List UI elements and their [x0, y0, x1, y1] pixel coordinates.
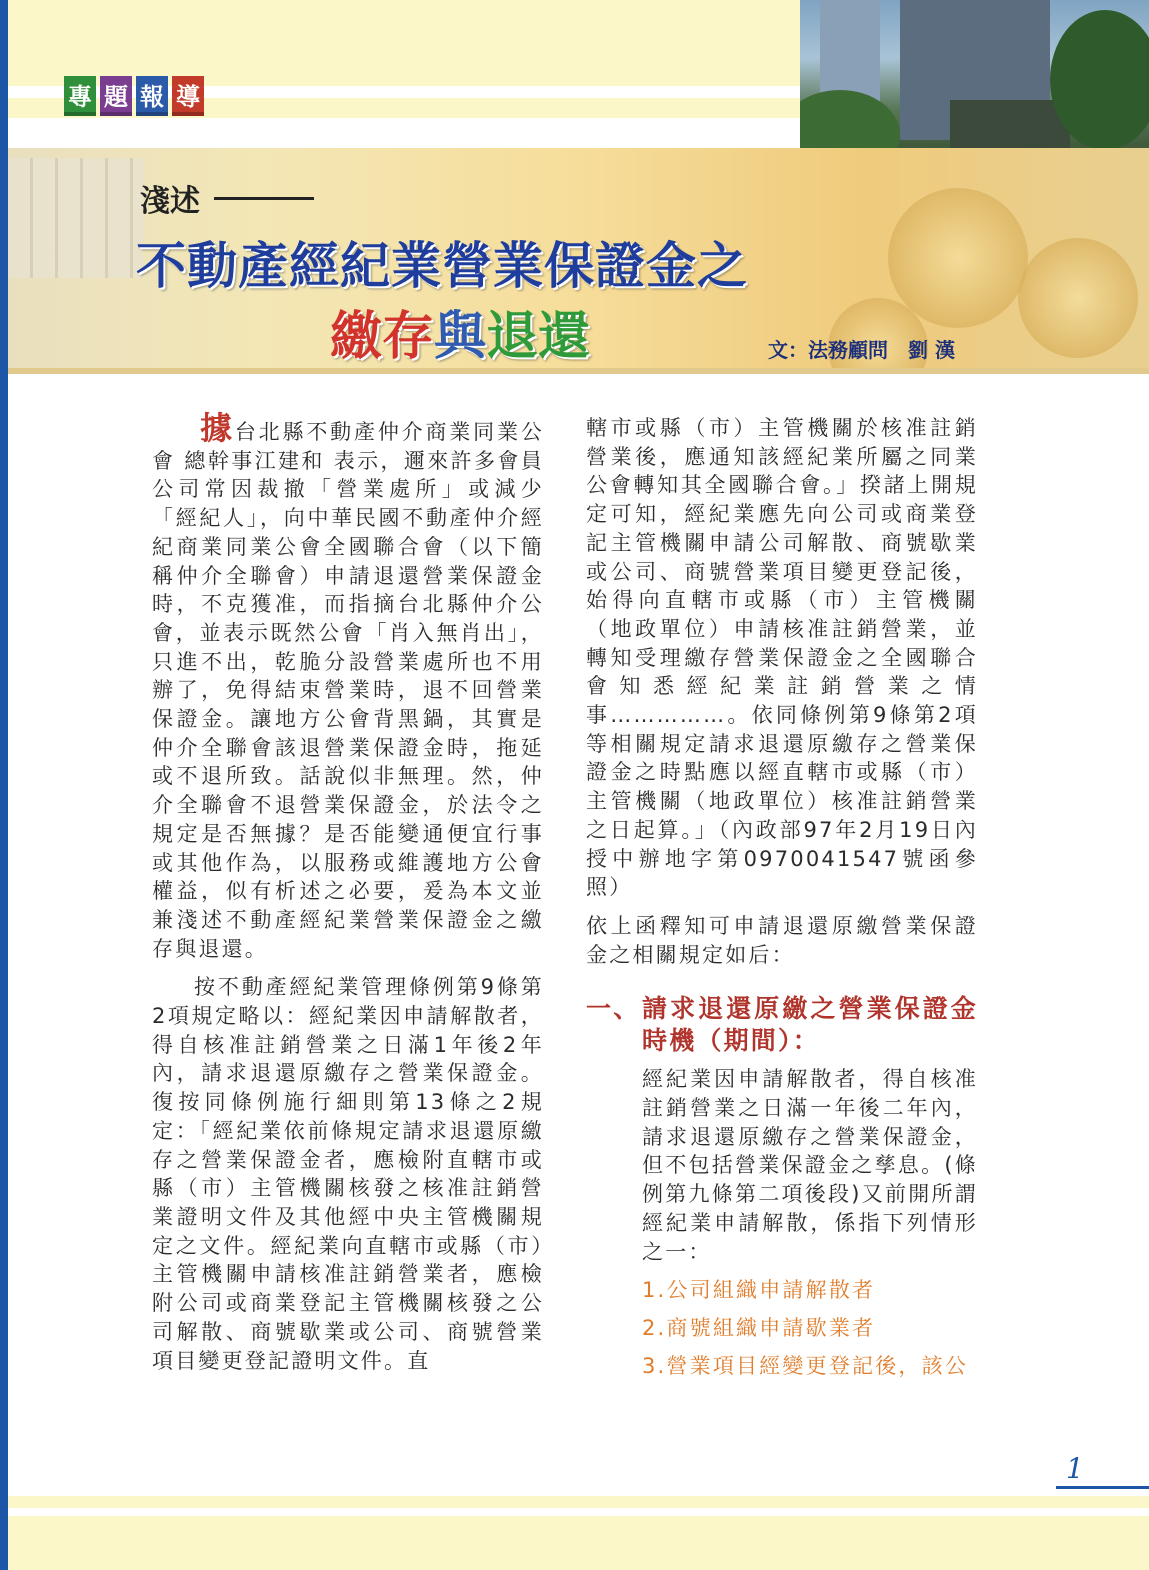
sub-title-part: 與 [434, 307, 487, 367]
section-title: 請求退還原繳之營業保證金時機（期間）： [642, 994, 978, 1056]
pre-title-text: 淺述 [140, 184, 200, 219]
main-title: 不動產經紀業營業保證金之 [136, 237, 748, 295]
paragraph: 轄市或縣（市）主管機關於核准註銷營業後，應通知該經紀業所屬之同業公會轉知其全國聯合會。」揆諸上開規定可知，經紀業應先向公司或商業登記主管機關申請公司解散、商號歇業或公司、商號營業項目變更登記後，始得向直轄市或縣（市）主管機關（地政單位）申請核准註銷營業，並轉知受理繳存營業保證金之全國聯合會知悉經紀業註銷營業之情事……………。依同條例第9條第2項等相關規定請求退還原繳存之營業保證金之時點應以經直轄市或縣（市）主管機關（地政單位）核准註銷營業之日起算。」（內政部97年2月19日內授中辦地字第0970041547號函參照） [586, 416, 978, 900]
title-dash [214, 197, 314, 200]
coin-image [888, 188, 1028, 328]
coin-image [1018, 238, 1138, 358]
category-tag: 導 [172, 76, 204, 116]
left-edge-bar [0, 0, 8, 1570]
header-stripe [8, 118, 808, 148]
pre-title [140, 176, 314, 220]
author-byline: 文：法務顧問 劉 漢 [768, 338, 955, 362]
section-heading [586, 993, 978, 1057]
sub-title [330, 294, 590, 369]
page-number-underline [1056, 1486, 1149, 1489]
footer-stripe [8, 1508, 1149, 1516]
category-tag: 報 [136, 76, 168, 116]
category-tag: 題 [100, 76, 132, 116]
list-item: 2.商號組織申請歇業者 [642, 1316, 876, 1341]
sub-title-part: 繳存 [330, 307, 435, 367]
category-tag: 專 [64, 76, 96, 116]
keyboard-image [8, 158, 143, 278]
paragraph: 按不動產經紀業管理條例第9條第2項規定略以：經紀業因申請解散者，得自核准註銷營業之日滿1年後2年內，請求退還原繳存之營業保證金。復按同條例施行細則第13條之2規定：「經紀業依前條規定請求退還原繳存之營業保證金者，應檢附直轄市或縣（市）主管機關核發之核准註銷營業證明文件及其他經中央主管機關規定之文件。經紀業向直轄市或縣（市）主管機關申請核准註銷營業者，應檢附公司或商業登記主管機關核發之公司解散、商號歇業或公司、商號營業項目變更登記證明文件。直 [152, 975, 545, 1373]
paragraph-text: 台北縣不動產仲介商業同業公會 總幹事江建和 表示，邇來許多會員公司常因裁撤「營業處所」或減少「經紀人」，向中華民國不動產仲介經紀商業同業公會全國聯合會（以下簡稱仲介全聯會）申請退還營業保證金時，不克獲准，而指摘台北縣仲介公會，並表示既然公會「肖入無肖出」，只進不出，乾脆分設營業處所也不用辦了，免得結束營業時，退不回營業保證金。讓地方公會背黑鍋，其實是仲介全聯會該退營業保證金時，拖延或不退所致。話說似非無理。然，仲介全聯會不退營業保證金，於法令之規定是否無據？是否能變通便宜行事或其他作為，以服務或維護地方公會權益，似有析述之必要，爰為本文並兼淺述不動產經紀業營業保證金之繳存與退還。 [152, 420, 545, 961]
paragraph [152, 409, 545, 963]
section-body [642, 1065, 978, 1380]
category-tags [64, 76, 204, 116]
sub-title-part: 退還 [486, 307, 591, 367]
paragraph: 依上函釋知可申請退還原繳營業保證金之相關規定如后： [586, 913, 978, 967]
paragraph: 經紀業因申請解散者，得自核准註銷營業之日滿一年後二年內，請求退還原繳存之營業保證金，但不包括營業保證金之孳息。(條例第九條第二項後段)又前開所謂經紀業申請解散，係指下列情形之一： [642, 1067, 978, 1264]
list-item: 1.公司組織申請解散者 [642, 1278, 876, 1303]
article-column-left [152, 409, 545, 1385]
list-item: 3.營業項目經變更登記後，該公 [642, 1354, 969, 1379]
page-number: 1 [1066, 1452, 1084, 1485]
section-number: 一、 [586, 994, 641, 1024]
drop-cap: 據 [200, 409, 235, 447]
article-column-right [586, 414, 978, 1390]
